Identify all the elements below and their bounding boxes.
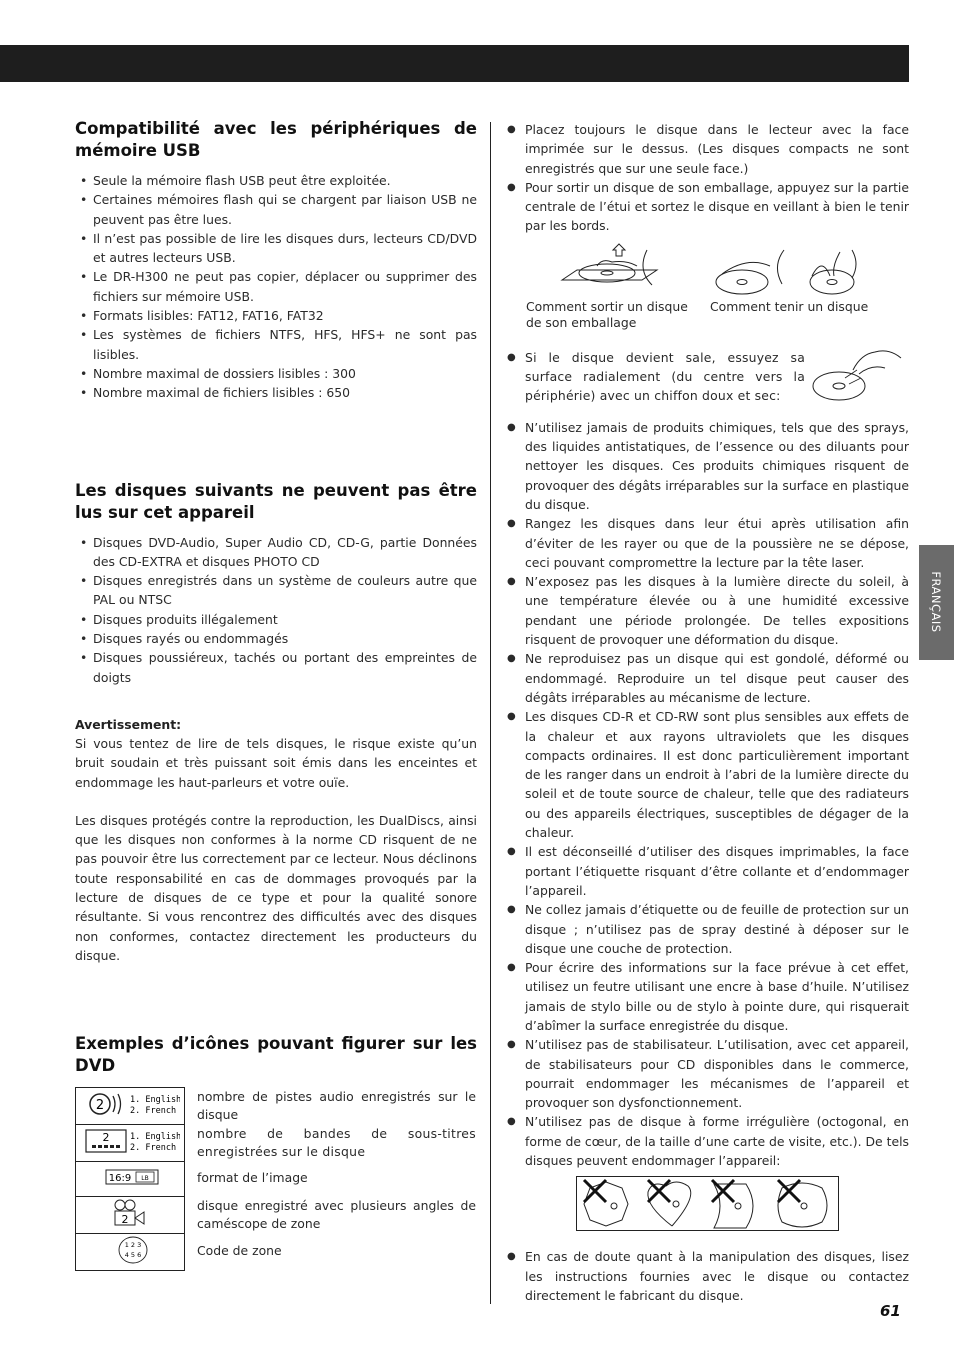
svg-text:1. English: 1. English: [130, 1132, 180, 1143]
list-item: • Disques DVD-Audio, Super Audio CD, CD-G, partie Données des CD-EXTRA et disques PHOTO CD: [75, 533, 477, 572]
list-item: ● Ne reproduisez pas un disque qui est gondolé, déformé ou endommagé. Reproduire un tel disque peut causer des dégâts irréparables au mécanisme de lecture.: [507, 649, 909, 707]
svg-text:1. English: 1. English: [130, 1095, 180, 1106]
icons-heading: Exemples d’icônes pouvant figurer sur les DVD: [75, 1034, 477, 1076]
svg-text:16:9: 16:9: [108, 1173, 132, 1185]
list-item: • Les systèmes de fichiers NTFS, HFS, HFS+ ne sont pas lisibles.: [75, 325, 477, 364]
svg-text:2. French: 2. French: [130, 1106, 177, 1117]
audio-tracks-icon: [76, 1088, 185, 1125]
list-item: ● N’exposez pas les disques à la lumière directe du soleil, à une température élevée ou à une humidité excessive pendant une période prolongée. De telles expositions risquent de provoquer une déformation du disque.: [507, 572, 909, 649]
page-number: 61: [880, 1302, 901, 1320]
list-item: ● Pour sortir un disque de son emballage, appuyez sur la partie centrale de l’étui et sortez le disque en veillant à bien le tenir par les bords.: [507, 178, 909, 236]
discs-heading: Les disques suivants ne peuvent pas être lus sur cet appareil: [75, 480, 477, 522]
list-item: ● Les disques CD-R et CD-RW sont plus sensibles aux effets de la chaleur et aux rayons ultraviolets que les disques compacts ordinaires. Il est donc particulièrement important de les ranger dans un endroit à l’abri de la lumière directe du soleil et de toute source de chaleur, telle que des radiateurs ou des appareils électriques, susceptibles de dégager de la chaleur.: [507, 707, 909, 842]
list-item: • Certaines mémoires flash qui se chargent par liaison USB ne peuvent pas être lues.: [75, 190, 477, 229]
camera-angle-icon: [76, 1197, 185, 1234]
icon-row: [76, 1162, 477, 1197]
list-item: ● Rangez les disques dans leur étui après utilisation afin d’éviter de les rayer ou que de la poussière ne se dépose, ceci pouvant compromettre la lecture par la tête laser.: [507, 514, 909, 572]
handling-illustrations: [507, 236, 909, 348]
list-item: ● N’utilisez pas de stabilisateur. L’utilisation, avec cet appareil, de stabilisateurs pour CD disponibles dans le commerce, pourrait endommager les mécanismes de l’appareil et provoquer son dysfonctionnement.: [507, 1035, 909, 1112]
list-item: ● Si le disque devient sale, essuyez sa surface radialement (du centre vers la périphérie) avec un chiffon doux et sec:: [507, 348, 805, 406]
right-column: [507, 120, 909, 1305]
list-item: • Formats lisibles: FAT12, FAT16, FAT32: [75, 306, 477, 325]
caption-remove: Comment sortir un disque de son emballage: [526, 298, 688, 331]
icon-description: disque enregistré avec plusieurs angles de caméscope de zone: [197, 1197, 476, 1232]
list-item: • Seule la mémoire flash USB peut être exploitée.: [75, 171, 477, 190]
icon-description: nombre de bandes de sous-titres enregistrées sur le disque: [197, 1125, 476, 1160]
region-code-icon: [76, 1234, 185, 1271]
list-item: • Disques produits illégalement: [75, 610, 477, 629]
warning-title: Avertissement:: [75, 716, 182, 732]
svg-text:LB: LB: [141, 1175, 149, 1183]
icon-row: [76, 1088, 477, 1125]
icon-row: [76, 1125, 477, 1162]
hold-disc-illustration: [712, 246, 872, 300]
list-item: • Disques poussiéreux, tachés ou portant des empreintes de doigts: [75, 648, 477, 687]
icon-description: nombre de pistes audio enregistrés sur le disque: [197, 1088, 476, 1123]
aspect-ratio-icon: [76, 1162, 185, 1197]
card-disc: [712, 1180, 753, 1228]
octagon-disc: [584, 1180, 628, 1226]
list-item: ● Placez toujours le disque dans le lecteur avec la face imprimée sur le dessus. (Les disques compacts ne sont enregistrés que sur une seule face.): [507, 120, 909, 178]
list-item: ● Il est déconseillé d’utiliser des disques imprimables, la face portant l’étiquette risquant d’être collante et d’endommager l’appareil.: [507, 842, 909, 900]
irregular-discs-illustration: [576, 1176, 839, 1232]
remove-disc-illustration: [557, 240, 667, 298]
clean-disc-illustration: [809, 344, 907, 406]
broken-disc: [778, 1180, 827, 1227]
icons-table: [75, 1087, 477, 1271]
protected-text: Les disques protégés contre la reproduction, les DualDiscs, ainsi que les disques non conformes à la norme CD risquent de ne pas pouvoir être lus correctement par ce lecteur. Nous déclinons toute responsabilité en cas de dommages provoqués par la lecture de disques de ce type et pour la qualité sonore résultante. Si vous rencontrez des difficultés avec des disques non conformes, contactez directement les producteurs du disque.: [75, 812, 477, 963]
handling-list-main: [507, 418, 909, 1171]
warning-text: Si vous tentez de lire de tels disques, le risque existe qu’un bruit soudain et très puissant soit émis dans les enceintes et endommage les haut-parleurs et votre ouïe.: [75, 735, 477, 790]
icon-row: [76, 1234, 477, 1271]
list-item: ● N’utilisez pas de disque à forme irrégulière (octogonal, en forme de cœur, de la taille d’une carte de visite, etc.). De tels disques peuvent endommager l’appareil:: [507, 1112, 909, 1170]
heart-disc: [648, 1180, 691, 1226]
list-item: • Le DR-H300 ne peut pas copier, déplacer ou supprimer des fichiers sur mémoire USB.: [75, 267, 477, 306]
clean-list: [507, 348, 805, 406]
usb-heading: Compatibilité avec les périphériques de mémoire USB: [75, 119, 477, 160]
svg-text:1 2 3: 1 2 3: [124, 1241, 142, 1250]
list-item: ● N’utilisez jamais de produits chimiques, tels que des sprays, des liquides antistatiques, de l’essence ou des diluants pour nettoyer les disques. Ces produits chimiques risquent de provoquer des dégâts irréparables sur la surface en plastique du disque.: [507, 418, 909, 514]
svg-text:2: 2: [102, 1131, 110, 1145]
list-item: • Il n’est pas possible de lire les disques durs, lecteurs CD/DVD et autres lecteurs USB.: [75, 229, 477, 268]
discs-list: [75, 533, 477, 687]
language-tab: [919, 545, 954, 660]
list-item: • Disques rayés ou endommagés: [75, 629, 477, 648]
handling-list-last: [507, 1247, 909, 1305]
icon-description: format de l’image: [197, 1169, 308, 1185]
svg-text:2. French: 2. French: [130, 1143, 177, 1154]
icon-row: [76, 1197, 477, 1234]
language-tab-label: FRANÇAIS: [929, 571, 943, 633]
svg-text:2: 2: [95, 1098, 105, 1114]
handling-list-top: [507, 120, 909, 236]
list-item: ● En cas de doute quant à la manipulation des disques, lisez les instructions fournies avec le disque ou contactez directement le fabricant du disque.: [507, 1247, 909, 1305]
list-item: • Nombre maximal de fichiers lisibles : 650: [75, 383, 477, 402]
list-item: ● Ne collez jamais d’étiquette ou de feuille de protection sur un disque ; n’utilisez pas de spray destiné à déposer sur le disque une couche de protection.: [507, 900, 909, 958]
left-column: [75, 118, 477, 1271]
usb-list: [75, 171, 477, 403]
list-item: • Disques enregistrés dans un système de couleurs autre que PAL ou NTSC: [75, 571, 477, 610]
svg-text:2: 2: [121, 1213, 129, 1227]
caption-hold: Comment tenir un disque: [710, 298, 869, 314]
column-divider: [490, 122, 491, 1304]
clean-section: [507, 348, 909, 418]
list-item: • Nombre maximal de dossiers lisibles : 300: [75, 364, 477, 383]
svg-text:4 5 6: 4 5 6: [124, 1251, 142, 1260]
icon-description: Code de zone: [197, 1242, 282, 1258]
header-bar: [0, 45, 909, 82]
list-item: ● Pour écrire des informations sur la face prévue à cet effet, utilisez un feutre utilisant une encre à base d’huile. N’utilisez jamais de stylo bille ou de stylo à pointe dure, qui risquerait d’abîmer la surface enregistrée du disque.: [507, 958, 909, 1035]
subtitles-icon: [76, 1125, 185, 1162]
